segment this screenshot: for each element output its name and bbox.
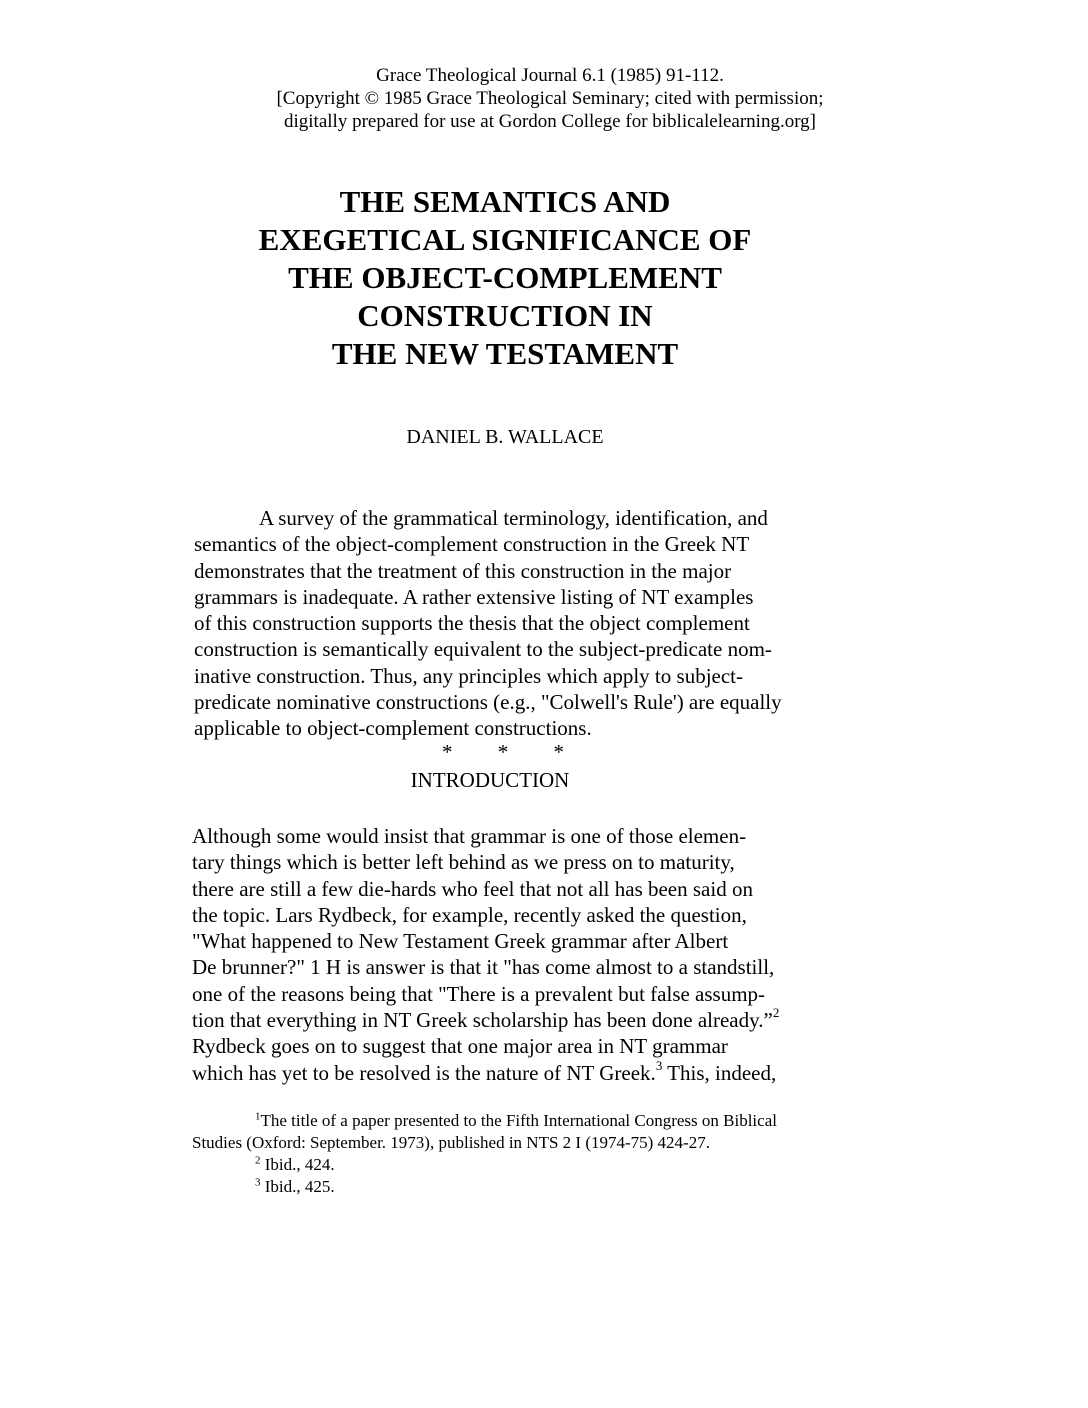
footnotes [192, 1110, 777, 1198]
abstract-line: predicate nominative constructions (e.g., "Colwell's Rule') are equally [194, 690, 782, 715]
footnote-1 [192, 1110, 777, 1132]
body-line: tary things which is better left behind as we press on to maturity, [192, 850, 735, 875]
body-line: there are still a few die-hards who feel that not all has been said on [192, 876, 753, 901]
body-line: the topic. Lars Rydbeck, for example, recently asked the question, [192, 902, 747, 927]
title-line: EXEGETICAL SIGNIFICANCE OF [258, 222, 752, 257]
section-heading: INTRODUCTION [410, 768, 570, 792]
abstract-line: demonstrates that the treatment of this construction in the major [194, 558, 732, 583]
body-line [192, 1057, 779, 1086]
title-line: THE SEMANTICS AND [339, 184, 671, 219]
footnote-ref-3[interactable]: 3 [655, 1057, 663, 1073]
footnote-mark: 3 [255, 1176, 261, 1189]
title-line: THE OBJECT-COMPLEMENT [288, 260, 722, 295]
abstract-line: inative construction. Thus, any principles which apply to subject- [194, 663, 743, 688]
footnote-mark: 1 [255, 1110, 261, 1123]
abstract-line: applicable to object-complement constructions. [194, 716, 592, 741]
body-line [192, 1007, 779, 1033]
body-line-text: This, indeed, [662, 1060, 777, 1085]
footnote-1-continued: Studies (Oxford: September. 1973), published in NTS 2 I (1974-75) 424-27. [192, 1133, 710, 1152]
body-line: "What happened to New Testament Greek grammar after Albert [192, 929, 729, 954]
footnote-ref-2[interactable]: 2 [772, 1005, 780, 1021]
footnote-text: The title of a paper presented to the Fifth International Congress on Biblical [260, 1111, 777, 1130]
body-line: Although some would insist that grammar is one of those elemen- [192, 824, 747, 848]
footnote-3 [192, 1176, 777, 1198]
abstract-line: of this construction supports the thesis that the object complement [194, 611, 750, 636]
abstract-line: construction is semantically equivalent to the subject-predicate nom- [194, 637, 772, 662]
journal-header [250, 64, 850, 133]
abstract-line: semantics of the object-complement construction in the Greek NT [194, 532, 750, 557]
body-line: De brunner?" 1 H is answer is that it "has come almost to a standstill, [192, 955, 775, 980]
footnote-text: Ibid., 425. [264, 1177, 335, 1196]
title-line: CONSTRUCTION IN [357, 298, 653, 333]
section-separator: * * * [442, 740, 584, 764]
header-line: [Copyright © 1985 Grace Theological Seminary; cited with permission; [276, 88, 824, 109]
header-line: Grace Theological Journal 6.1 (1985) 91-112. [376, 65, 724, 86]
header-line: digitally prepared for use at Gordon College for biblicalelearning.org] [284, 111, 816, 132]
abstract-line: grammars is inadequate. A rather extensive listing of NT examples [194, 584, 754, 609]
author-name: DANIEL B. WALLACE [406, 426, 604, 448]
body-line: one of the reasons being that "There is a prevalent but false assump- [192, 981, 766, 1006]
footnote-text: Ibid., 424. [264, 1155, 335, 1174]
body-text [192, 823, 779, 1086]
footnote-2 [192, 1154, 777, 1176]
article-title [190, 183, 820, 373]
footnote-mark: 2 [255, 1154, 261, 1167]
abstract [194, 505, 782, 742]
title-line: THE NEW TESTAMENT [331, 336, 679, 371]
body-line-text: which has yet to be resolved is the nature of NT Greek. [192, 1060, 656, 1085]
body-line: Rydbeck goes on to suggest that one major area in NT grammar [192, 1034, 728, 1059]
body-line-text: tion that everything in NT Greek scholarship has been done already.” [192, 1008, 773, 1033]
abstract-line: A survey of the grammatical terminology, identification, and [259, 506, 768, 530]
